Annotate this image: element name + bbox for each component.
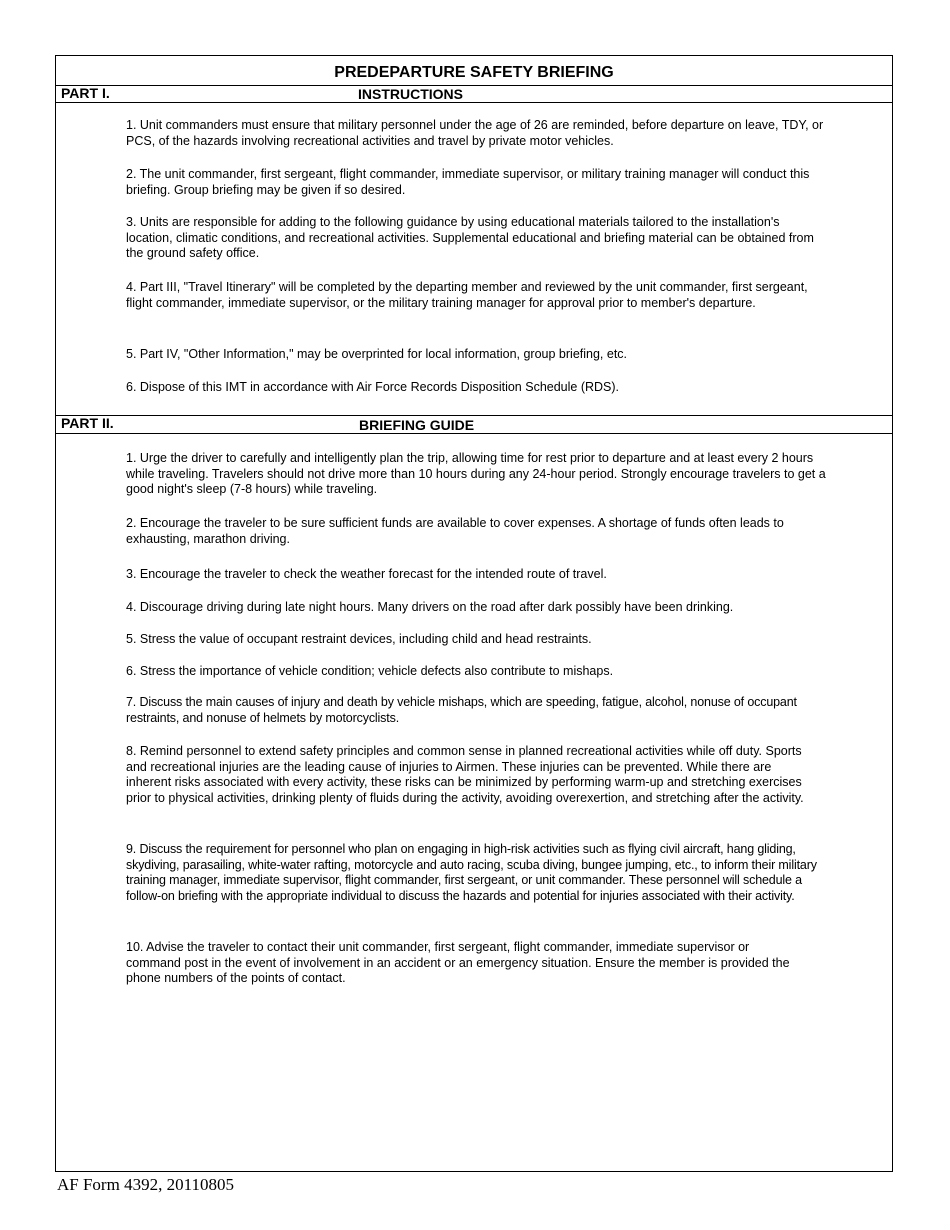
part1-name: INSTRUCTIONS	[358, 86, 463, 102]
form-frame	[55, 55, 893, 1172]
part2-paragraph-7: 7. Discuss the main causes of injury and death by vehicle mishaps, which are speeding, fatigue, alcohol, nonuse of occupant restraints, and nonuse of helmets by motorcyclists.	[126, 695, 797, 725]
part2-paragraph-4: 4. Discourage driving during late night hours. Many drivers on the road after dark possibly have been drinking.	[126, 600, 734, 614]
part1-paragraph-4: 4. Part III, "Travel Itinerary" will be completed by the departing member and reviewed by the unit commander, first sergeant, flight commander, immediate supervisor, or the military training manager for approval prior to member's departure.	[126, 280, 808, 310]
part2-header	[56, 415, 892, 434]
part1-label: PART I.	[61, 85, 110, 101]
part1-paragraph-6: 6. Dispose of this IMT in accordance with Air Force Records Disposition Schedule (RDS).	[126, 380, 620, 394]
part2-paragraph-3: 3. Encourage the traveler to check the weather forecast for the intended route of travel.	[126, 567, 607, 581]
part1-paragraph-3: 3. Units are responsible for adding to the following guidance by using educational materials tailored to the installation's location, climatic conditions, and recreational activities. Supplemental educational and briefing material can be obtained from the ground safety office.	[126, 215, 814, 260]
part1-header	[56, 85, 892, 103]
part2-paragraph-1: 1. Urge the driver to carefully and intelligently plan the trip, allowing time for rest prior to departure and at least every 2 hours while traveling. Travelers should not drive more than 10 hours during any 24-hour period. Strongly encourage travelers to get a good night's sleep (7-8 hours) while traveling.	[126, 451, 826, 496]
form-title: PREDEPARTURE SAFETY BRIEFING	[334, 64, 614, 81]
part2-paragraph-2: 2. Encourage the traveler to be sure sufficient funds are available to cover expenses. A shortage of funds often leads to exhausting, marathon driving.	[126, 516, 784, 546]
part2-paragraph-6: 6. Stress the importance of vehicle condition; vehicle defects also contribute to mishaps.	[126, 664, 614, 678]
part2-paragraph-5: 5. Stress the value of occupant restraint devices, including child and head restraints.	[126, 632, 592, 646]
form-footer: AF Form 4392, 20110805	[57, 1175, 234, 1194]
part1-paragraph-2: 2. The unit commander, first sergeant, flight commander, immediate supervisor, or military training manager will conduct this briefing. Group briefing may be given if so desired.	[126, 167, 810, 197]
part2-paragraph-10: 10. Advise the traveler to contact their unit commander, first sergeant, flight commander, immediate supervisor or command post in the event of involvement in an accident or an emergency situation. Ensure the member is provided the phone numbers of the points of contact.	[126, 940, 790, 985]
part2-paragraph-8: 8. Remind personnel to extend safety principles and common sense in planned recreational activities while off duty. Sports and recreational injuries are the leading cause of injuries to Airmen. These injuries can be prevented. While there are inherent risks associated with every activity, these risks can be minimized by performing warm-up and stretching exercises prior to physical activities, drinking plenty of fluids during the activity, avoiding overexertion, and stretching after the activity.	[126, 744, 804, 805]
part2-name: BRIEFING GUIDE	[359, 417, 475, 433]
part1-paragraph-5: 5. Part IV, "Other Information," may be overprinted for local information, group briefing, etc.	[126, 347, 628, 361]
part2-label: PART II.	[61, 415, 114, 431]
part2-paragraph-9: 9. Discuss the requirement for personnel who plan on engaging in high-risk activities such as flying civil aircraft, hang gliding, skydiving, parasailing, white-water rafting, motorcycle and auto racing, scuba diving, bungee jumping, etc., to inform their military training manager, immediate supervisor, flight commander, first sergeant, or unit commander. These personnel will schedule a follow-on briefing with the appropriate individual to discuss the hazards and potential for injuries associated with their activity.	[126, 842, 817, 903]
part1-paragraph-1: 1. Unit commanders must ensure that military personnel under the age of 26 are reminded, before departure on leave, TDY, or PCS, of the hazards involving recreational activities and travel by private motor vehicles.	[126, 118, 824, 148]
